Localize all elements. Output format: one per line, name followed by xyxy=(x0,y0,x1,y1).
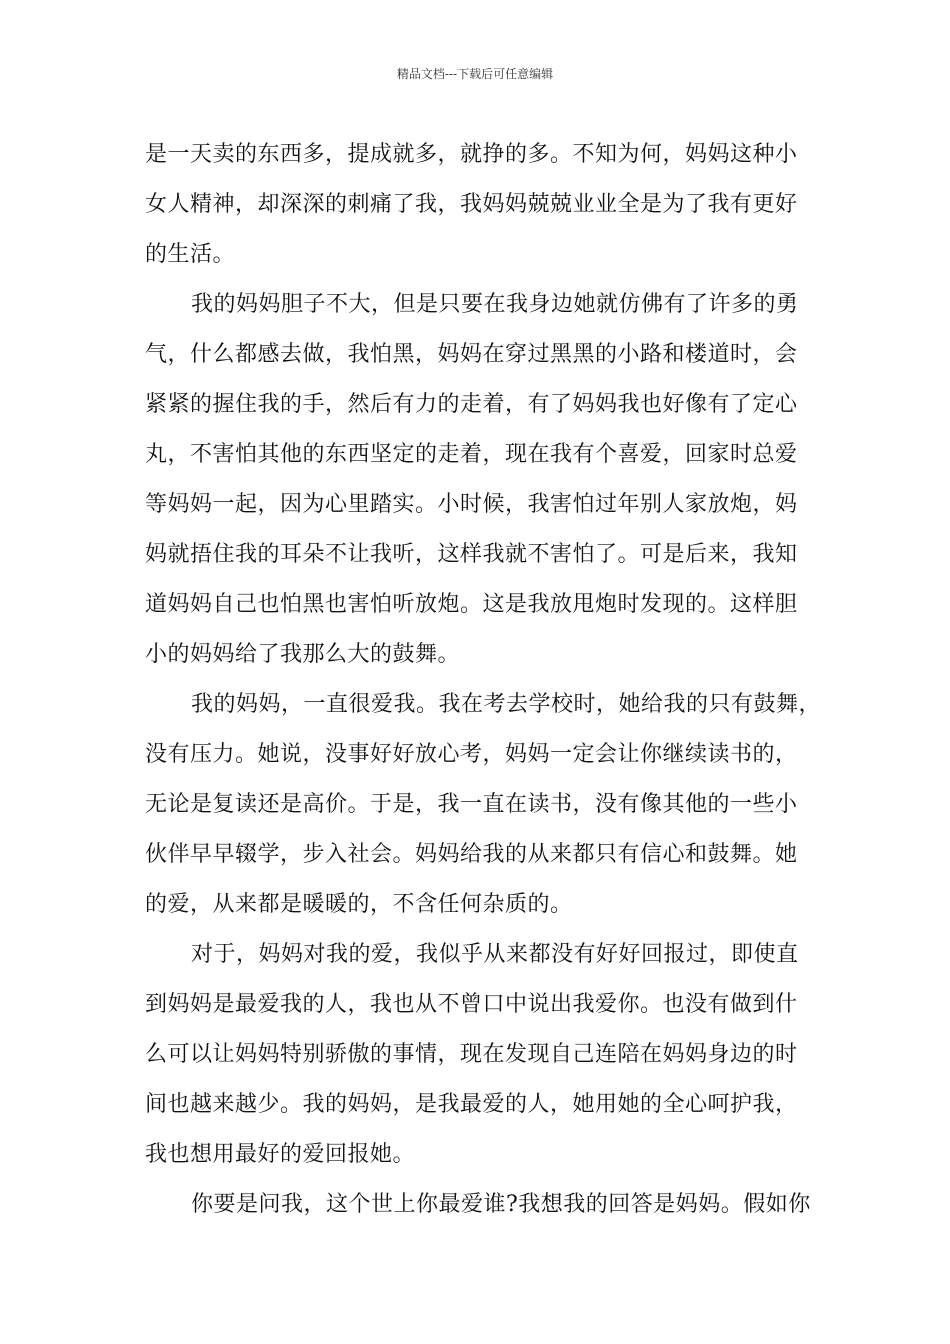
text-line: 伙伴早早辍学，步入社会。妈妈给我的从来都只有信心和鼓舞。她 xyxy=(145,842,798,867)
text-line: 气，什么都感去做，我怕黑，妈妈在穿过黑黑的小路和楼道时，会 xyxy=(145,342,798,367)
text-line: 丸，不害怕其他的东西坚定的走着，现在我有个喜爱，回家时总爱 xyxy=(145,442,798,467)
text-line: 无论是复读还是高价。于是，我一直在读书，没有像其他的一些小 xyxy=(145,792,798,817)
paragraph-1 xyxy=(145,130,835,280)
document-body xyxy=(145,130,835,1230)
text-line: 的生活。 xyxy=(145,242,236,267)
text-line: 么可以让妈妈特别骄傲的事情，现在发现自己连陪在妈妈身边的时 xyxy=(145,1042,798,1067)
text-line: 妈就捂住我的耳朵不让我听，这样我就不害怕了。可是后来，我知 xyxy=(145,542,798,567)
text-line: 女人精神，却深深的刺痛了我，我妈妈兢兢业业全是为了我有更好 xyxy=(145,192,798,217)
text-line: 间也越来越少。我的妈妈，是我最爱的人，她用她的全心呵护我， xyxy=(145,1092,798,1117)
paragraph-3 xyxy=(145,680,835,930)
text-line: 道妈妈自己也怕黑也害怕听放炮。这是我放甩炮时发现的。这样胆 xyxy=(145,592,798,617)
text-line: 是一天卖的东西多，提成就多，就挣的多。不知为何，妈妈这种小 xyxy=(145,142,798,167)
text-line: 我的妈妈，一直很爱我。我在考去学校时，她给我的只有鼓舞， xyxy=(191,692,822,717)
text-line: 你要是问我，这个世上你最爱谁?我想我的回答是妈妈。假如你 xyxy=(191,1192,811,1217)
page-header: 精品文档---下载后可任意编辑 xyxy=(396,67,554,81)
text-line: 我的妈妈胆子不大，但是只要在我身边她就仿佛有了许多的勇 xyxy=(191,292,799,317)
text-line: 对于，妈妈对我的爱，我似乎从来都没有好好回报过，即使直 xyxy=(191,942,799,967)
text-line: 到妈妈是最爱我的人，我也从不曾口中说出我爱你。也没有做到什 xyxy=(145,992,798,1017)
text-line: 小的妈妈给了我那么大的鼓舞。 xyxy=(145,642,461,667)
text-line: 没有压力。她说，没事好好放心考，妈妈一定会让你继续读书的， xyxy=(145,742,798,767)
text-line: 紧紧的握住我的手，然后有力的走着，有了妈妈我也好像有了定心 xyxy=(145,392,798,417)
text-line: 等妈妈一起，因为心里踏实。小时候，我害怕过年别人家放炮，妈 xyxy=(145,492,798,517)
paragraph-4 xyxy=(145,930,835,1180)
text-line: 我也想用最好的爱回报她。 xyxy=(145,1142,416,1167)
paragraph-2 xyxy=(145,280,835,680)
text-line: 的爱，从来都是暖暖的，不含任何杂质的。 xyxy=(145,892,573,917)
paragraph-5 xyxy=(145,1180,835,1230)
